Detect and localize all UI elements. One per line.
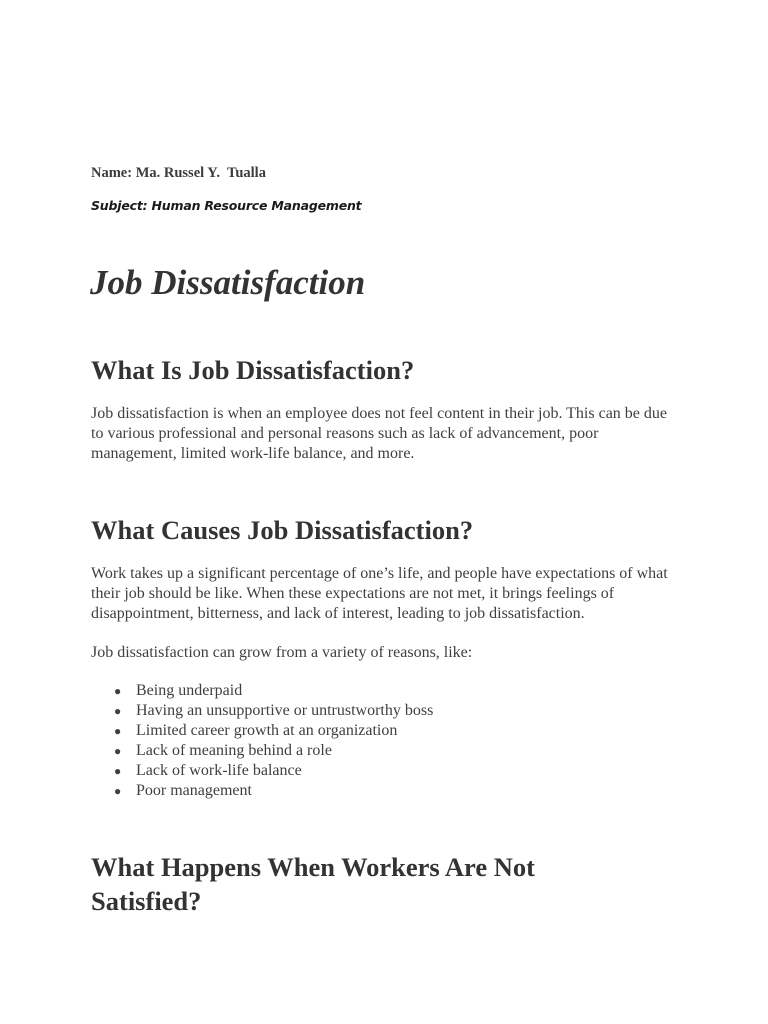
list-item-text: Lack of meaning behind a role bbox=[136, 742, 332, 759]
bullet-icon: ● bbox=[114, 744, 122, 758]
bullet-icon: ● bbox=[114, 684, 122, 698]
list-item bbox=[91, 781, 433, 801]
bullet-icon: ● bbox=[114, 764, 122, 778]
list-item bbox=[91, 721, 433, 741]
list-item-text: Poor management bbox=[136, 782, 252, 799]
bullet-icon: ● bbox=[114, 704, 122, 718]
section-heading-consequences: What Happens When Workers Are Not Satisfied? bbox=[91, 852, 535, 916]
bullet-icon: ● bbox=[114, 784, 122, 798]
list-item bbox=[91, 681, 433, 701]
subject-line: Subject: Human Resource Management bbox=[91, 198, 362, 213]
section-heading-what-is: What Is Job Dissatisfaction? bbox=[91, 355, 415, 385]
reasons-intro: Job dissatisfaction can grow from a variety of reasons, like: bbox=[91, 644, 473, 661]
list-item bbox=[91, 761, 433, 781]
author-name: Name: Ma. Russel Y. Tualla bbox=[91, 165, 266, 181]
list-item-text: Lack of work-life balance bbox=[136, 762, 302, 779]
bullet-icon: ● bbox=[114, 724, 122, 738]
reasons-list bbox=[91, 681, 433, 801]
document-title: Job Dissatisfaction bbox=[90, 263, 366, 302]
list-item-text: Having an unsupportive or untrustworthy boss bbox=[136, 702, 434, 719]
section-heading-causes: What Causes Job Dissatisfaction? bbox=[91, 515, 474, 545]
definition-paragraph: Job dissatisfaction is when an employee does not feel content in their job. This can be due to various professional and personal reasons such as lack of advancement, poor management, limited work-life balance, and more. bbox=[91, 405, 668, 462]
list-item bbox=[91, 701, 433, 721]
causes-paragraph: Work takes up a significant percentage of one’s life, and people have expectations of what their job should be like. When these expectations are not met, it brings feelings of disappointment, bitterness, and lack of interest, leading to job dissatisfaction. bbox=[91, 565, 668, 622]
list-item-text: Limited career growth at an organization bbox=[136, 722, 398, 739]
list-item-text: Being underpaid bbox=[136, 682, 243, 699]
list-item bbox=[91, 741, 433, 761]
